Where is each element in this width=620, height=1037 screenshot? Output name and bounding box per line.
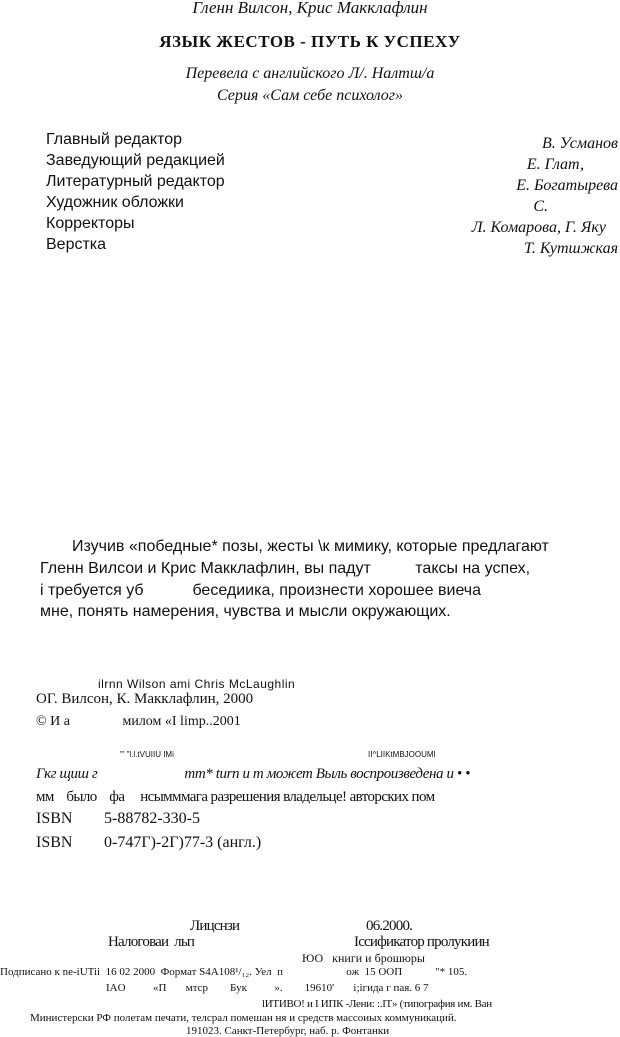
signed-for-print: Подписано к ne-iUTii 16 02 2000 Формат S4A108¹/₁₂. Уел п ож 15 ООП "* 105. (0, 966, 468, 978)
order-info: IAO «П мтср Бук ». 19610' i;iгида г пая. 6 7 (106, 982, 429, 994)
credit-role: Заведующий редакцией (46, 152, 225, 169)
annotation-line: Гленн Вилсои и Крис Макклафлин, вы падут таксы на успех, (40, 560, 531, 577)
license-label: Лицснзи (190, 918, 240, 934)
credit-name: Е. Богатырева (516, 177, 618, 194)
annotation-line: мне, понять намерения, чувства и мысли окружающих. (40, 603, 451, 620)
isbn-value: 5-88782-330-5 (104, 810, 200, 827)
translation-note: Перевела с английского Л/. Налтш/а (185, 65, 435, 82)
original-copyright: ilrnn Wilson ami Chris McLaughlin (98, 677, 296, 691)
annotation-line: Изучив «победные* позы, жесты \к мимику, которые предлагают (72, 538, 549, 555)
russian-copyright: ОГ. Вилсон, К. Макклафлин, 2000 (36, 691, 254, 707)
credit-role: Верстка (46, 236, 107, 253)
isbn-label: ISBN (36, 810, 73, 827)
edition-copyright: © И а милом «I limp..2001 (36, 714, 241, 729)
credit-name: Е. Глат, (526, 156, 584, 173)
printer-info: lИТИВО! и I ИПК -Лени: :.IT» (типография им. Ван (262, 998, 492, 1010)
credit-name: Л. Комарова, Г. Яку (471, 219, 606, 236)
isbn-label: ISBN (36, 834, 73, 851)
series-name: Серия «Сам себе психолог» (216, 87, 404, 104)
tax-label: Налоговаи льп (108, 934, 195, 950)
printer-address: 191023. Санкт-Петербург, наб. р. Фонтанки (186, 1025, 390, 1037)
credit-role: Главный редактор (46, 131, 183, 148)
isbn-value: 0-747Г)-2Г)77-3 (англ.) (104, 834, 262, 851)
credit-role: Художник обложки (46, 194, 184, 211)
credits-roles (46, 129, 225, 255)
books-category: ЮО книги и брошюры (302, 951, 425, 965)
credit-role: Литературный редактор (46, 173, 225, 190)
rights-notice-line: Гкг щиш г mm* turn и m может Выль воспроизведена и • • (36, 766, 470, 782)
credit-name: С. (533, 198, 548, 215)
credits-names (472, 133, 618, 259)
tax-classifier: Iссификатор пролукиин (354, 934, 489, 950)
small-print-left: "' "l.l.tVUIIU IMi (120, 750, 174, 759)
book-authors: Гленн Вилсон, Крис Макклафлин (192, 0, 428, 17)
annotation-line: i требуется уб беседиика, произнести хорошее виеча (40, 582, 482, 599)
credit-name: Т. Кутшжкая (524, 240, 618, 257)
small-print-right: II^LIIKtMBJOOUMI (368, 750, 436, 759)
credit-name: В. Усманов (542, 135, 618, 152)
ministry-info: Министерски РФ полетам печати, телсрал помешан ня и средств массоиых коммуникаций. (30, 1012, 457, 1024)
book-title: ЯЗЫК ЖЕСТОВ - ПУТЬ К УСПЕХУ (159, 32, 461, 51)
credit-role: Корректоры (46, 215, 135, 232)
license-date: 06.2000. (366, 918, 413, 934)
rights-notice-line: мм было фа нсымммага разрешения владельце! авторских пом (36, 789, 435, 805)
